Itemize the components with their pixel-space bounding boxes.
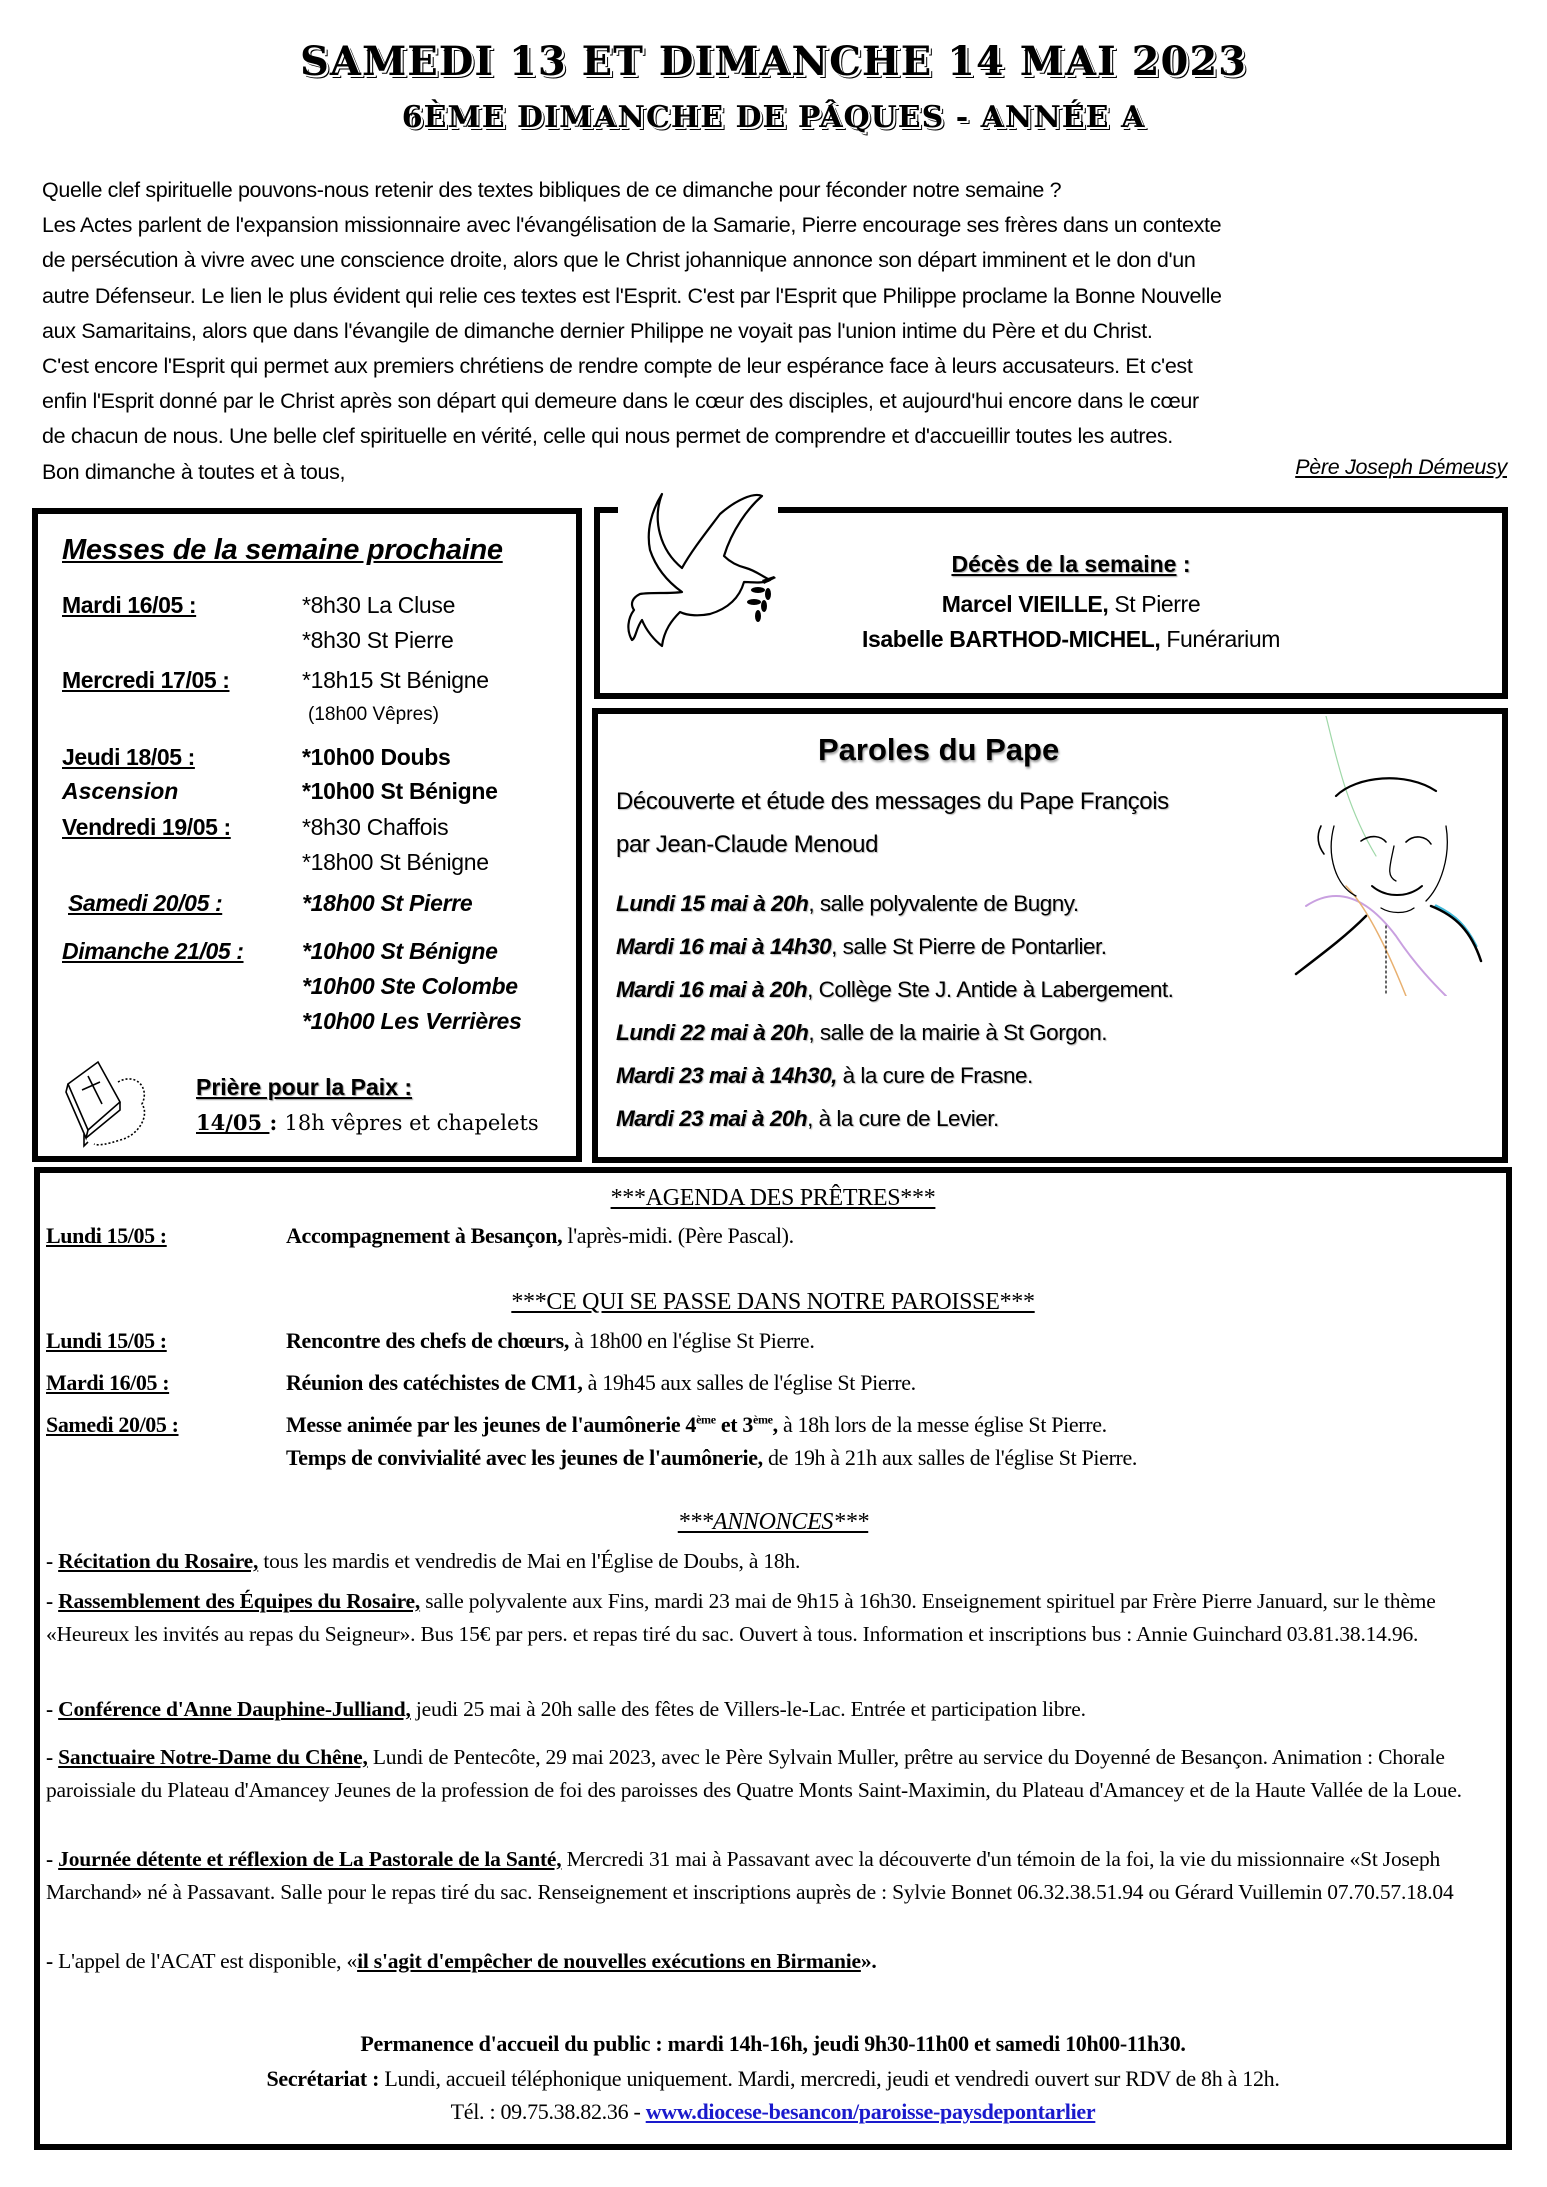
agenda-entry-detail: à 18h lors de la messe église St Pierre. [777,1412,1107,1437]
annonce-title: Journée détente et réflexion de La Pastorale de la Santé, [58,1847,562,1871]
bullet: - [46,1949,59,1973]
mass-day: Mercredi 17/05 : [62,667,230,693]
annonce-text: Mercredi 31 mai à Passavant avec la découverte d'un témoin de la foi, la vie du missionnaire «St Joseph Marchand» né à Passavant. Salle pour le repas tiré du sac. Renseignement et inscriptions auprès de : Sylvie Bonnet 06.32.38.51.94 ou Gérard Vuillemin 07.70.57.18.04 [46,1847,1454,1904]
session-where: , salle polyvalente de Bugny. [808,891,1079,916]
secretariat-info [40,2066,1506,2092]
priere-text: 18h vêpres et chapelets [284,1111,539,1135]
agenda-entry-title: Accompagnement à Besançon, [286,1223,563,1248]
mass-day: Jeudi 18/05 : [62,744,195,770]
messes-title: Messes de la semaine prochaine [62,534,503,566]
mass-day: Samedi 20/05 : [68,890,223,916]
paroles-box [592,708,1508,1163]
paroles-session [616,1106,999,1132]
session-where: à la cure de Frasne. [836,1063,1033,1088]
bullet: - [46,1697,59,1721]
agenda-entry-detail: à 19h45 aux salles de l'église St Pierre. [582,1370,916,1395]
deces-title-text: Décès de la semaine [951,551,1177,577]
secretariat-label: Secrétariat : [266,2066,380,2091]
page-subtitle: 6ÈME DIMANCHE DE PÂQUES - ANNÉE A [401,100,1146,135]
session-when: Mardi 23 mai à 20h [616,1106,808,1131]
permanence-hours: Permanence d'accueil du public : mardi 14h-16h, jeudi 9h30-11h00 et samedi 10h00-11h30. [360,2031,1186,2056]
pope-portrait-icon [1286,716,1501,996]
agenda-entry-title: , [772,1412,778,1437]
intro-line: Quelle clef spirituelle pouvons-nous retenir des textes bibliques de ce dimanche pour féconder notre semaine ? [42,178,1062,202]
deces-title-colon: : [1176,551,1191,577]
intro-line: Les Actes parlent de l'expansion missionnaire avec l'évangélisation de la Samarie, Pierre encourage ses frères dans un contexte [42,213,1222,238]
agenda-entry-title: Rencontre des chefs de chœurs, [286,1328,570,1353]
annonce-title: il s'agit d'empêcher de nouvelles exécutions en Birmanie [357,1949,861,1973]
paroles-session [616,977,1173,1003]
annonce-text: tous les mardis et vendredis de Mai en l'Église de Doubs, à 18h. [258,1549,801,1573]
bullet: - [46,1847,59,1871]
annonce-item [46,1545,1508,1578]
priere-date: 14/05 [196,1110,270,1135]
mass-day: Mardi 16/05 : [62,592,197,618]
mass-time: *10h00 St Bénigne [302,778,498,804]
annonces-title: ***ANNONCES*** [677,1509,869,1535]
agenda-box [34,1167,1512,2150]
intro-line: C'est encore l'Esprit qui permet aux premiers chrétiens de rendre compte de leur espérance face à leurs accusateurs. Et c'est [42,354,1193,379]
intro-line: enfin l'Esprit donné par le Christ après son départ qui demeure dans le cœur des disciples, et aujourd'hui encore dans le cœur [42,389,1199,414]
session-when: Mardi 23 mai à 14h30, [616,1063,837,1088]
secretariat-text: Lundi, accueil téléphonique uniquement. Mardi, mercredi, jeudi et vendredi ouvert sur RDV de 8h à 12h. [379,2066,1280,2091]
mass-time: *8h30 La Cluse [302,592,456,618]
agenda-entry-detail: à 18h00 en l'église St Pierre. [569,1328,815,1353]
intro-line: de chacun de nous. Une belle clef spirituelle en vérité, celle qui nous permet de comprendre et d'accueillir toutes les autres. [42,424,1173,449]
agenda-entry-title: Réunion des catéchistes de CM1, [286,1370,583,1395]
annonce-item [46,1741,1508,1806]
intro-line: autre Défenseur. Le lien le plus évident qui relie ces textes est l'Esprit. C'est par l'Esprit que Philippe proclame la Bonne Nouvelle [42,283,1222,308]
agenda-pretres-title: ***AGENDA DES PRÊTRES*** [610,1185,936,1211]
agenda-entry-detail: l'après-midi. (Père Pascal). [562,1223,794,1248]
mass-time: *8h30 Chaffois [302,814,449,840]
annonce-text: salle polyvalente aux Fins, mardi 23 mai de 9h15 à 16h30. Enseignement spirituel par Frère Pierre Januard, sur le thème «Heureux les invités au repas du Seigneur». Bus 15€ par pers. et repas tiré du sac. Ouvert à tous. Information et inscriptions bus : Annie Guinchard 03.81.38.14.96. [46,1589,1436,1646]
agenda-day: Samedi 20/05 : [46,1412,179,1437]
annonce-item [46,1843,1508,1908]
paroles-session [616,1020,1107,1046]
agenda-entry [286,1370,916,1396]
agenda-day: Lundi 15/05 : [46,1223,167,1248]
messes-box [32,508,582,1162]
session-when: Mardi 16 mai à 20h [616,977,808,1002]
agenda-day: Mardi 16/05 : [46,1370,170,1395]
mass-time: *10h00 St Bénigne [302,938,498,964]
mass-time: *18h00 St Pierre [302,890,473,916]
deces-name: Isabelle BARTHOD-MICHEL, [862,626,1161,652]
mass-time: *10h00 Les Verrières [302,1008,522,1034]
agenda-entry-detail: de 19h à 21h aux salles de l'église St Pierre. [762,1445,1138,1470]
mass-note: (18h00 Vêpres) [308,704,439,725]
mass-time: *8h30 St Pierre [302,627,454,653]
intro-line: aux Samaritains, alors que dans l'évangile de dimanche dernier Philippe ne voyait pas l'union intime du Père et du Christ. [42,318,1153,343]
phone-number: Tél. : 09.75.38.82.36 - [450,2099,646,2124]
paroles-author: par Jean-Claude Menoud [616,831,879,858]
deces-name: Marcel VIEILLE, [941,591,1109,617]
annonce-text: ». [860,1949,877,1973]
mass-day: Vendredi 19/05 : [62,814,231,840]
mass-time: *10h00 Doubs [302,744,451,770]
bullet: - [46,1589,59,1613]
annonce-text: L'appel de l'ACAT est disponible, « [58,1949,358,1973]
paroles-session [616,891,1079,917]
mass-time: *18h15 St Bénigne [302,667,489,693]
annonce-title: Conférence d'Anne Dauphine-Julliand, [58,1697,411,1721]
dove-icon [612,490,782,655]
paroles-session [616,934,1107,960]
contact-line [40,2099,1506,2125]
deces-place: Funérarium [1160,626,1280,652]
session-when: Lundi 15 mai à 20h [616,891,809,916]
agenda-day: Lundi 15/05 : [46,1328,167,1353]
mass-time: *18h00 St Bénigne [302,849,489,875]
signature: Père Joseph Démeusy [1295,455,1507,479]
agenda-entry [286,1445,1137,1471]
deces-place: St Pierre [1108,591,1201,617]
agenda-entry [286,1412,1107,1438]
session-where: , salle de la mairie à St Gorgon. [808,1020,1107,1045]
annonce-item [46,1585,1508,1650]
annonce-title: Rassemblement des Équipes du Rosaire, [58,1589,421,1613]
mass-time: *10h00 Ste Colombe [302,973,518,999]
session-where: , Collège Ste J. Antide à Labergement. [807,977,1174,1002]
website-link[interactable]: www.diocese-besancon/paroisse-paysdepontarlier [645,2099,1096,2124]
session-when: Lundi 22 mai à 20h [616,1020,809,1045]
bullet: - [46,1745,59,1769]
session-where: , salle St Pierre de Pontarlier. [831,934,1107,959]
session-when: Mardi 16 mai à 14h30 [616,934,832,959]
priere-title: Prière pour la Paix : [196,1074,413,1100]
intro-text [42,173,1508,490]
annonce-title: Récitation du Rosaire, [58,1549,259,1573]
agenda-paroisse-title: ***CE QUI SE PASSE DANS NOTRE PAROISSE*** [511,1289,1035,1315]
paroles-subtitle: Découverte et étude des messages du Pape François [616,788,1169,815]
annonce-text: jeudi 25 mai à 20h salle des fêtes de Villers-le-Lac. Entrée et participation libre. [410,1697,1086,1721]
intro-line: Bon dimanche à toutes et à tous, [42,459,346,484]
agenda-entry [286,1223,794,1249]
agenda-entry-title: et 3 [715,1412,754,1437]
page-title: SAMEDI 13 ET DIMANCHE 14 MAI 2023 [300,38,1247,85]
agenda-entry-title: Messe animée par les jeunes de l'aumônerie 4 [286,1412,697,1437]
bible-rosary-icon [58,1054,153,1150]
agenda-entry-title: Temps de convivialité avec les jeunes de l'aumônerie, [286,1445,763,1470]
mass-day: Dimanche 21/05 : [62,938,244,964]
mass-feast: Ascension [62,778,179,804]
bullet: - [46,1549,59,1573]
agenda-entry [286,1328,814,1354]
annonce-item [46,1693,1508,1726]
superscript: ème [753,1412,773,1427]
intro-line: de persécution à vivre avec une conscience droite, alors que le Christ johannique annonce son départ imminent et le don d'un [42,248,1196,273]
paroles-session [616,1063,1033,1089]
paroles-title: Paroles du Pape [818,732,1060,767]
superscript: ème [696,1412,716,1427]
priere-separator: : [269,1110,285,1135]
priere-line [196,1110,539,1135]
annonce-text: Lundi de Pentecôte, 29 mai 2023, avec le Père Sylvain Muller, prêtre au service du Doyenné de Besançon. Animation : Chorale paroissiale du Plateau d'Amancey Jeunes de la profession de foi des paroisses des Quatre Monts Saint-Maximin, du Plateau d'Amancey et de la Haute Vallée de la Loue. [46,1745,1462,1802]
annonce-item [46,1945,1508,1978]
annonce-title: Sanctuaire Notre-Dame du Chêne, [58,1745,368,1769]
session-where: , à la cure de Levier. [807,1106,999,1131]
